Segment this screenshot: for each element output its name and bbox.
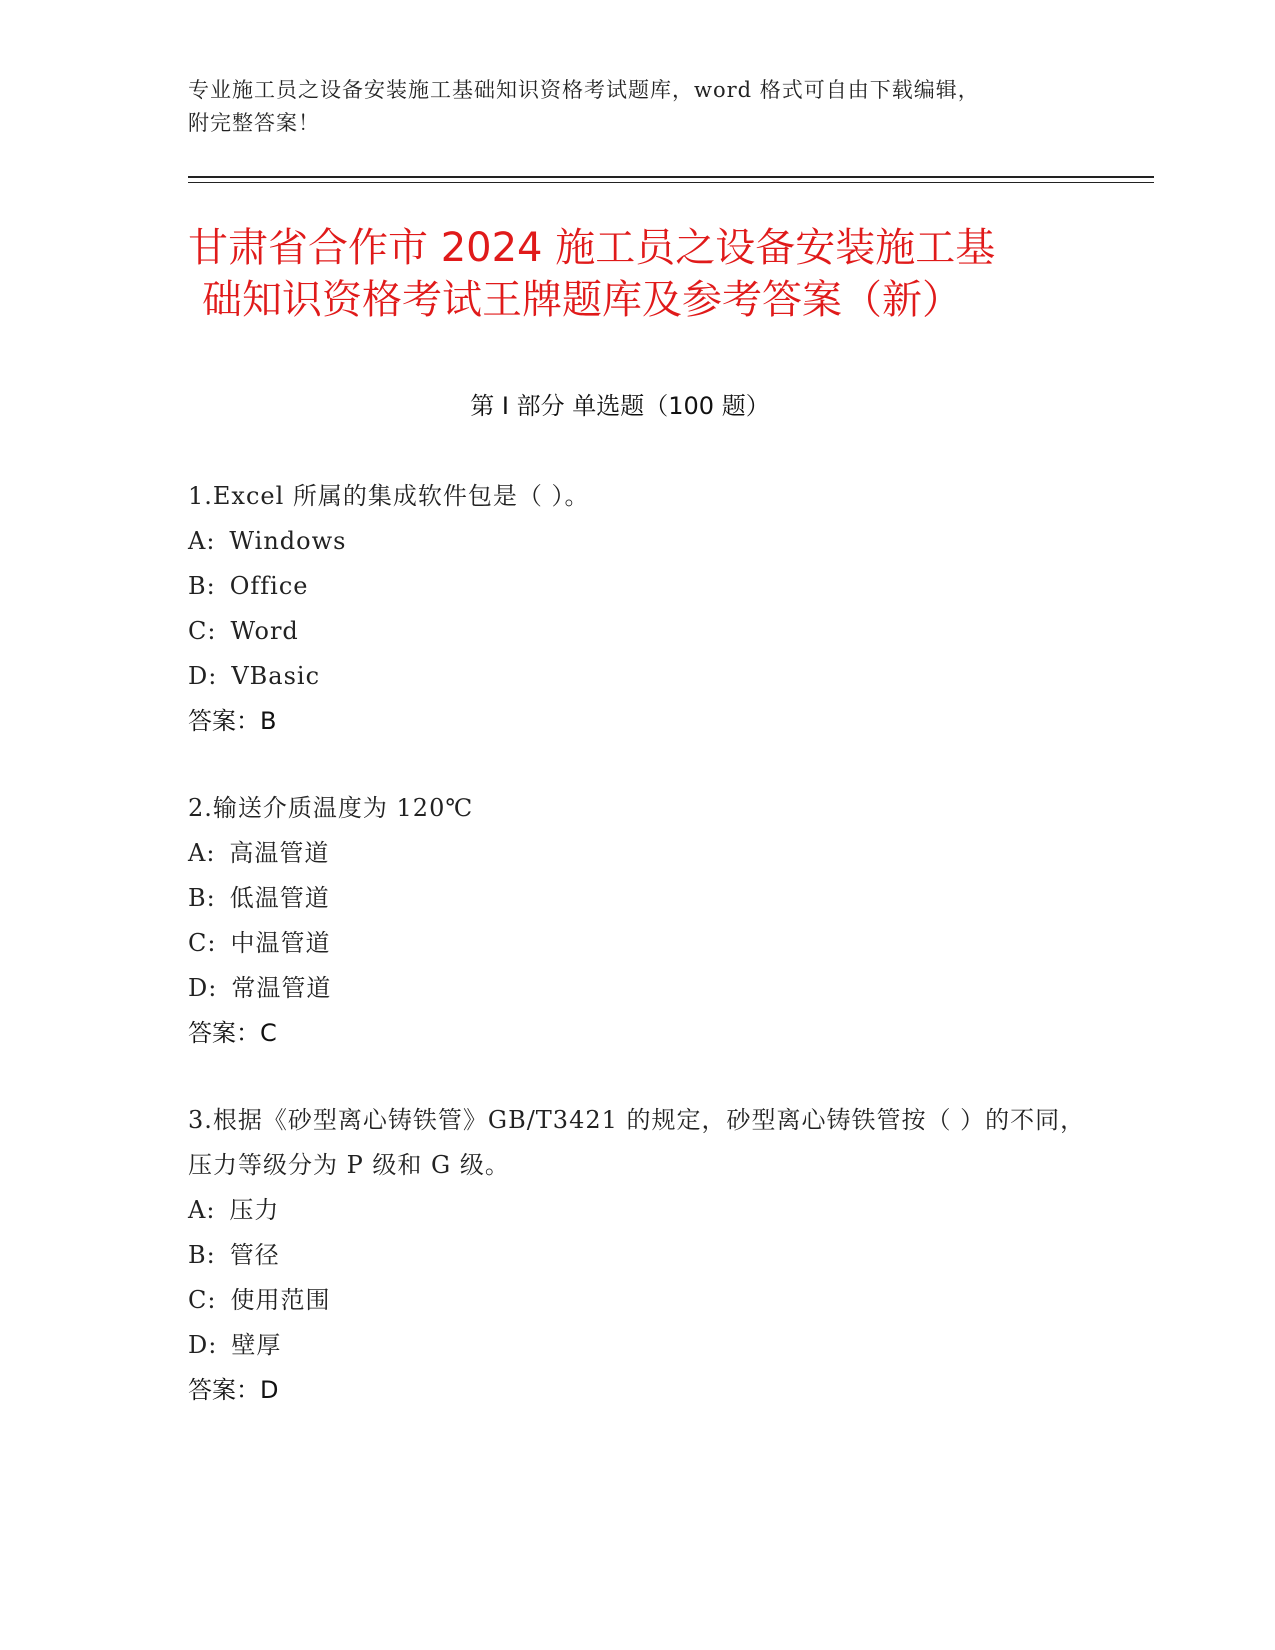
answer-label: 答案： (188, 1376, 260, 1404)
document-title-line2: 础知识资格考试王牌题库及参考答案（新） (202, 277, 962, 323)
option-key: D: (188, 662, 218, 690)
answer-line (188, 699, 1088, 744)
option-text: 管径 (229, 1241, 280, 1269)
option-a (188, 831, 1088, 876)
header-note-line2: 附完整答案！ (188, 111, 320, 135)
option-text: 壁厚 (231, 1331, 282, 1359)
option-c (188, 1278, 1088, 1323)
option-d (188, 654, 1088, 699)
header-note (188, 74, 1068, 140)
option-b (188, 564, 1088, 609)
question-stem: 3.根据《砂型离心铸铁管》GB/T3421 的规定，砂型离心铸铁管按（ ）的不同，压力等级分为 P 级和 G 级。 (188, 1106, 1086, 1179)
option-text: 使用范围 (230, 1286, 331, 1314)
answer-label: 答案： (188, 707, 260, 735)
option-a (188, 519, 1088, 564)
question-list (188, 474, 1088, 1455)
answer-line (188, 1011, 1088, 1056)
question-1 (188, 474, 1088, 744)
question-stem: 1.Excel 所属的集成软件包是（ ）。 (188, 482, 590, 510)
option-key: C: (188, 929, 217, 957)
document-title-line1: 甘肃省合作市 2024 施工员之设备安装施工基 (188, 225, 996, 271)
header-divider-thin (188, 182, 1154, 183)
option-key: C: (188, 1286, 217, 1314)
section-heading: 第 I 部分 单选题（100 题） (470, 392, 770, 420)
option-text: 低温管道 (229, 884, 330, 912)
option-text: VBasic (231, 662, 321, 690)
question-2 (188, 786, 1088, 1056)
document-title (188, 222, 1108, 326)
option-key: D: (188, 1331, 218, 1359)
option-key: A: (188, 527, 216, 555)
option-key: B: (188, 1241, 216, 1269)
option-key: B: (188, 884, 216, 912)
option-key: D: (188, 974, 218, 1002)
option-text: 压力 (229, 1196, 280, 1224)
question-stem: 2.输送介质温度为 120℃ (188, 794, 474, 822)
option-text: 高温管道 (229, 839, 330, 867)
answer-value: D (260, 1376, 279, 1404)
option-d (188, 966, 1088, 1011)
header-divider-thick (188, 176, 1154, 178)
option-c (188, 921, 1088, 966)
question-3 (188, 1098, 1088, 1413)
option-a (188, 1188, 1088, 1233)
option-text: 常温管道 (231, 974, 332, 1002)
option-b (188, 1233, 1088, 1278)
option-b (188, 876, 1088, 921)
option-key: C: (188, 617, 217, 645)
option-key: B: (188, 572, 216, 600)
answer-label: 答案： (188, 1019, 260, 1047)
option-c (188, 609, 1088, 654)
answer-line (188, 1368, 1088, 1413)
option-text: Word (230, 617, 299, 645)
option-text: Windows (229, 527, 347, 555)
option-text: Office (229, 572, 309, 600)
answer-value: B (260, 707, 277, 735)
option-d (188, 1323, 1088, 1368)
option-key: A: (188, 839, 216, 867)
option-key: A: (188, 1196, 216, 1224)
answer-value: C (260, 1019, 277, 1047)
option-text: 中温管道 (230, 929, 331, 957)
header-note-line1: 专业施工员之设备安装施工基础知识资格考试题库，word 格式可自由下载编辑， (188, 78, 980, 102)
